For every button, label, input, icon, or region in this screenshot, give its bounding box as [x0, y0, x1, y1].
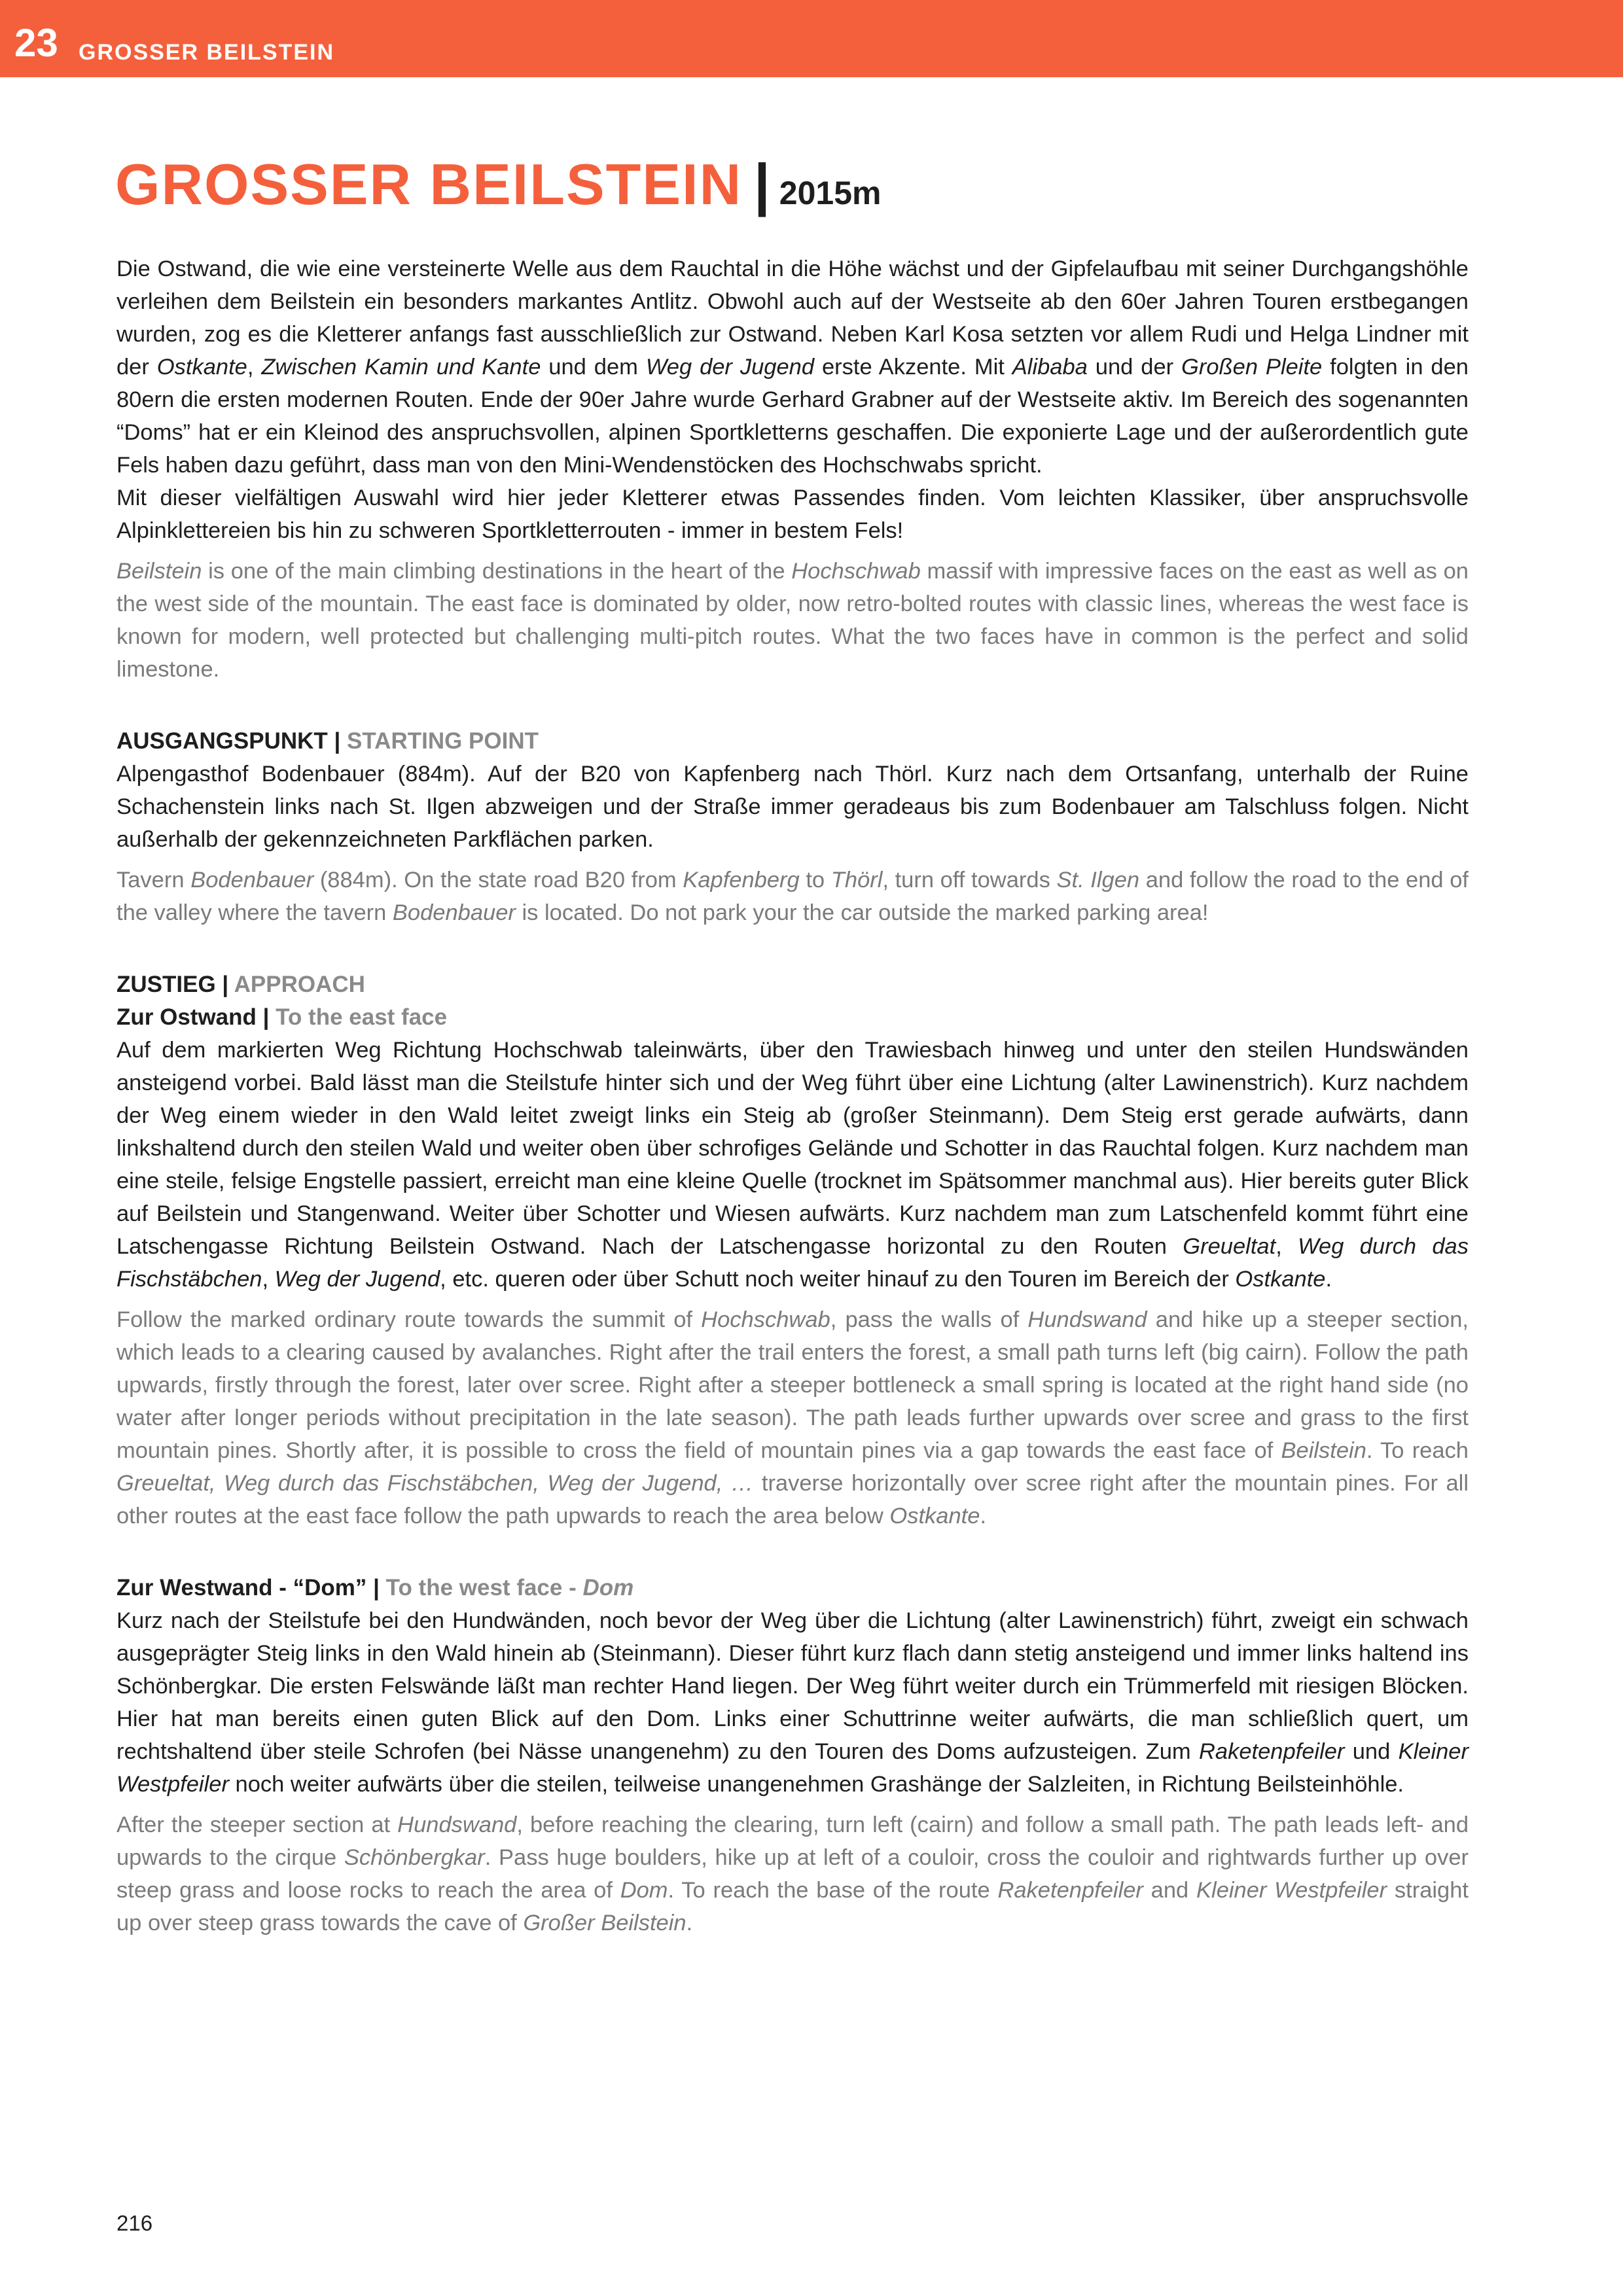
text-run: . To reach: [1366, 1438, 1469, 1463]
heading-de: Zur Ostwand: [116, 1004, 257, 1030]
starting-point-en: [116, 864, 1469, 929]
text-run: and hike up a steeper section, which leads to a clearing caused by avalanches. Right after the trail enters the forest, a small path turns left (big cairn). Follow the path upwards, firstly through the forest, later over scree. Right after a steeper bottleneck a small spring is located at the right hand side (no water after longer periods without precipitation in the late season). The path leads further upwards over scree and grass to the first mountain pines. Shortly after, it is possible to cross the field of mountain pines via a gap towards the east face of: [116, 1307, 1469, 1463]
intro-paragraph-de: [116, 253, 1469, 482]
text-run: After the steeper section at: [116, 1812, 398, 1837]
text-run: erste Akzente. Mit: [814, 355, 1012, 380]
text-run: , before reaching the clearing, turn left (cairn) and follow a small path. The path leads left- and upwards to the cirque: [116, 1812, 1469, 1870]
approach-heading: [116, 968, 1469, 1001]
text-run: , pass the walls of: [830, 1307, 1028, 1332]
route-name: Greueltat, Weg durch das Fischstäbchen, Weg der Jugend, …: [116, 1471, 754, 1496]
route-name: Ostkante: [889, 1504, 980, 1528]
place-name: St. Ilgen: [1056, 868, 1140, 892]
text-run: Die Ostwand, die wie eine versteinerte Welle aus dem Rauchtal in die Höhe wächst und der Gipfelaufbau mit seiner Durchgangshöhle verleihen dem Beilstein ein besonders markantes Antlitz. Obwohl auch auf der Westseite ab den 60er Jahren Touren erstbegangen wurden, zog es die Kletterer anfangs fast ausschließlich zur Ostwand. Neben Karl Kosa setzten vor allem Rudi und Helga Lindner mit der: [116, 256, 1469, 380]
heading-en: APPROACH: [234, 972, 365, 997]
main-content: [116, 253, 1469, 1939]
text-run: massif with impressive faces on the east as well as on the west side of the mountain. The east face is dominated by older, now retro-bolted routes with classic lines, whereas the west face is known for modern, well protected but challenging multi-pitch routes. What the two faces have in common is the perfect and solid limestone.: [116, 559, 1469, 682]
text-run: Follow the marked ordinary route towards the summit of: [116, 1307, 702, 1332]
title-separator: |: [754, 152, 770, 217]
text-run: and: [1143, 1878, 1197, 1903]
route-name: Kleiner Westpfeiler: [1196, 1878, 1387, 1903]
east-face-en: [116, 1303, 1469, 1532]
east-face-de: [116, 1034, 1469, 1296]
text-run: , turn off towards: [882, 868, 1057, 892]
starting-point-de: Alpengasthof Bodenbauer (884m). Auf der B20 von Kapfenberg nach Thörl. Kurz nach dem Ortsanfang, unterhalb der Ruine Schachenstein links nach St. Ilgen abzweigen und der Straße immer geradeaus bis zum Bodenbauer am Talschluss folgen. Nicht außerhalb der gekennzeichneten Parkflächen parken.: [116, 762, 1469, 852]
text-run: Tavern: [116, 868, 191, 892]
text-run: .: [980, 1504, 987, 1528]
place-name: Hochschwab: [701, 1307, 830, 1332]
place-name: Beilstein: [1281, 1438, 1366, 1463]
text-run: und der: [1087, 355, 1182, 380]
text-run: Auf dem markierten Weg Richtung Hochschwab taleinwärts, über den Trawiesbach hinweg und unter den steilen Hundswänden ansteigend vorbei. Bald lässt man die Steilstufe hinter sich und der Weg führt über eine Lichtung (alter Lawinenstrich). Kurz nachdem der Weg einem wieder in den Wald leitet zweigt links ein Steig ab (großer Steinmann). Dem Steig erst gerade aufwärts, dann linkshaltend durch den steilen Wald und weiter oben über schrofiges Gelände und Schotter in das Rauchtal folgen. Kurz nachdem man eine steile, felsige Engstelle passiert, erreicht man eine kleine Quelle (trocknet im Spätsommer manchmal aus). Hier bereits guter Blick auf Beilstein und Stangenwand. Weiter über Schotter und Wiesen aufwärts. Kurz nachdem man zum Latschenfeld kommt führt eine Latschengasse Richtung Beilstein Ostwand. Nach der Latschengasse horizontal zu den Routen: [116, 1038, 1469, 1259]
route-name: Alibaba: [1012, 355, 1088, 380]
place-name: Thörl: [830, 868, 883, 892]
route-name: Zwischen Kamin und Kante: [261, 355, 541, 380]
text-run: Kurz nach der Steilstufe bei den Hundwänden, noch bevor der Weg über die Lichtung (alter Lawinenstrich) führt, zweigt ein schwach ausgeprägter Steig links in den Wald hinein ab (Steinmann). Dieser führt kurz flach dann stetig ansteigend und immer links haltend ins Schönbergkar. Die ersten Felswände läßt man rechter Hand liegen. Der Weg führt weiter durch ein Trümmerfeld mit riesigen Blöcken. Hier hat man bereits einen guten Blick auf den Dom. Links einer Schuttrinne weiter aufwärts, die man schließlich quert, um rechtshaltend über steile Schrofen (bei Nässe unangenehm) zu den Touren des Doms aufzusteigen. Zum: [116, 1608, 1469, 1764]
text-run: straight up over steep grass towards the cave of: [116, 1878, 1469, 1935]
heading-separator: |: [256, 1004, 276, 1030]
text-run: is located. Do not park your the car outside the marked parking area!: [515, 900, 1209, 925]
text-run: und: [1344, 1739, 1399, 1764]
peak-name: GROSSER BEILSTEIN: [115, 152, 743, 217]
chapter-title: GROSSER BEILSTEIN: [79, 40, 335, 65]
route-name: Greueltat: [1183, 1234, 1276, 1259]
route-name: Weg durch das Fischstäbchen: [116, 1234, 1469, 1292]
place-name: Hundswand: [1027, 1307, 1147, 1332]
text-run: und dem: [541, 355, 646, 380]
header-bar: [0, 0, 1623, 77]
heading-de: AUSGANGSPUNKT: [116, 728, 328, 754]
intro-paragraph-de-2: Mit dieser vielfältigen Auswahl wird hier jeder Kletterer etwas Passendes finden. Vom leichten Klassiker, über anspruchsvolle Alpinklettereien bis hin zu schweren Sportkletterrouten - immer in bestem Fels!: [116, 486, 1469, 543]
west-face-de: [116, 1604, 1469, 1801]
heading-en-dash: -: [562, 1575, 583, 1600]
heading-separator: |: [215, 972, 234, 997]
text-run: (884m). On the state road B20 from: [313, 868, 683, 892]
place-name: Beilstein: [116, 559, 202, 584]
route-name: Weg der Jugend: [274, 1267, 440, 1292]
heading-de: Zur Westwand - “Dom”: [116, 1575, 367, 1600]
west-face-en: [116, 1809, 1469, 1939]
text-run: noch weiter aufwärts über die steilen, teilweise unangenehmen Grashänge der Salzleiten, in Richtung Beilsteinhöhle.: [228, 1772, 1404, 1797]
place-name: Bodenbauer: [190, 868, 314, 892]
heading-en-dom: Dom: [582, 1575, 634, 1600]
text-run: folgten in den 80ern die ersten modernen Routen. Ende der 90er Jahre wurde Gerhard Grabner auf der Westseite aktiv. Im Bereich des sogenannten “Doms” hat er ein Kleinod des anspruchsvollen, alpinen Sportkletterns geschaffen. Die exponierte Lage und der außerordentlich gute Fels haben dazu geführt, dass man von den Mini-Wendenstöcken des Hochschwabs spricht.: [116, 355, 1469, 478]
chapter-number: 23: [14, 21, 58, 65]
page-number: 216: [116, 2211, 153, 2235]
text-run: ,: [247, 355, 262, 380]
place-name: Großer Beilstein: [523, 1911, 687, 1935]
page-title: [115, 152, 881, 234]
route-name: Raketenpfeiler: [997, 1878, 1143, 1903]
text-run: .: [1325, 1267, 1332, 1292]
text-run: , etc. queren oder über Schutt noch weiter hinauf zu den Touren im Bereich der: [440, 1267, 1236, 1292]
heading-en: To the west face: [385, 1575, 563, 1600]
text-run: to: [799, 868, 831, 892]
heading-separator: |: [366, 1575, 386, 1600]
intro-paragraph-en: [116, 555, 1469, 686]
starting-point-heading: [116, 725, 1469, 758]
heading-de: ZUSTIEG: [116, 972, 216, 997]
peak-altitude: 2015m: [779, 175, 882, 211]
text-run: and follow the road to the end of the valley where the tavern: [116, 868, 1469, 925]
place-name: Schönbergkar: [344, 1845, 485, 1870]
east-face-heading: [116, 1001, 1469, 1034]
route-name: Großen Pleite: [1181, 355, 1323, 380]
heading-en: STARTING POINT: [347, 728, 539, 754]
place-name: Bodenbauer: [392, 900, 516, 925]
text-run: . Pass huge boulders, hike up at left of a couloir, cross the couloir and rightwards further up over steep grass and loose rocks to reach the area of: [116, 1845, 1469, 1903]
route-name: Ostkante: [1235, 1267, 1326, 1292]
place-name: Hundswand: [397, 1812, 517, 1837]
route-name: Weg der Jugend: [645, 355, 815, 380]
route-name: Kleiner Westpfeiler: [116, 1739, 1469, 1797]
west-face-heading: [116, 1572, 1469, 1604]
text-run: is one of the main climbing destinations in the heart of the: [202, 559, 792, 584]
text-run: ,: [1275, 1234, 1298, 1259]
heading-en: To the east face: [276, 1004, 448, 1030]
text-run: .: [686, 1911, 693, 1935]
route-name: Ostkante: [156, 355, 247, 380]
place-name: Hochschwab: [791, 559, 921, 584]
route-name: Raketenpfeiler: [1198, 1739, 1345, 1764]
place-name: Dom: [620, 1878, 668, 1903]
text-run: ,: [262, 1267, 275, 1292]
place-name: Kapfenberg: [683, 868, 800, 892]
text-run: traverse horizontally over scree right after the mountain pines. For all other routes at the east face follow the path upwards to reach the area below: [116, 1471, 1469, 1528]
text-run: . To reach the base of the route: [668, 1878, 998, 1903]
heading-separator: |: [327, 728, 348, 754]
